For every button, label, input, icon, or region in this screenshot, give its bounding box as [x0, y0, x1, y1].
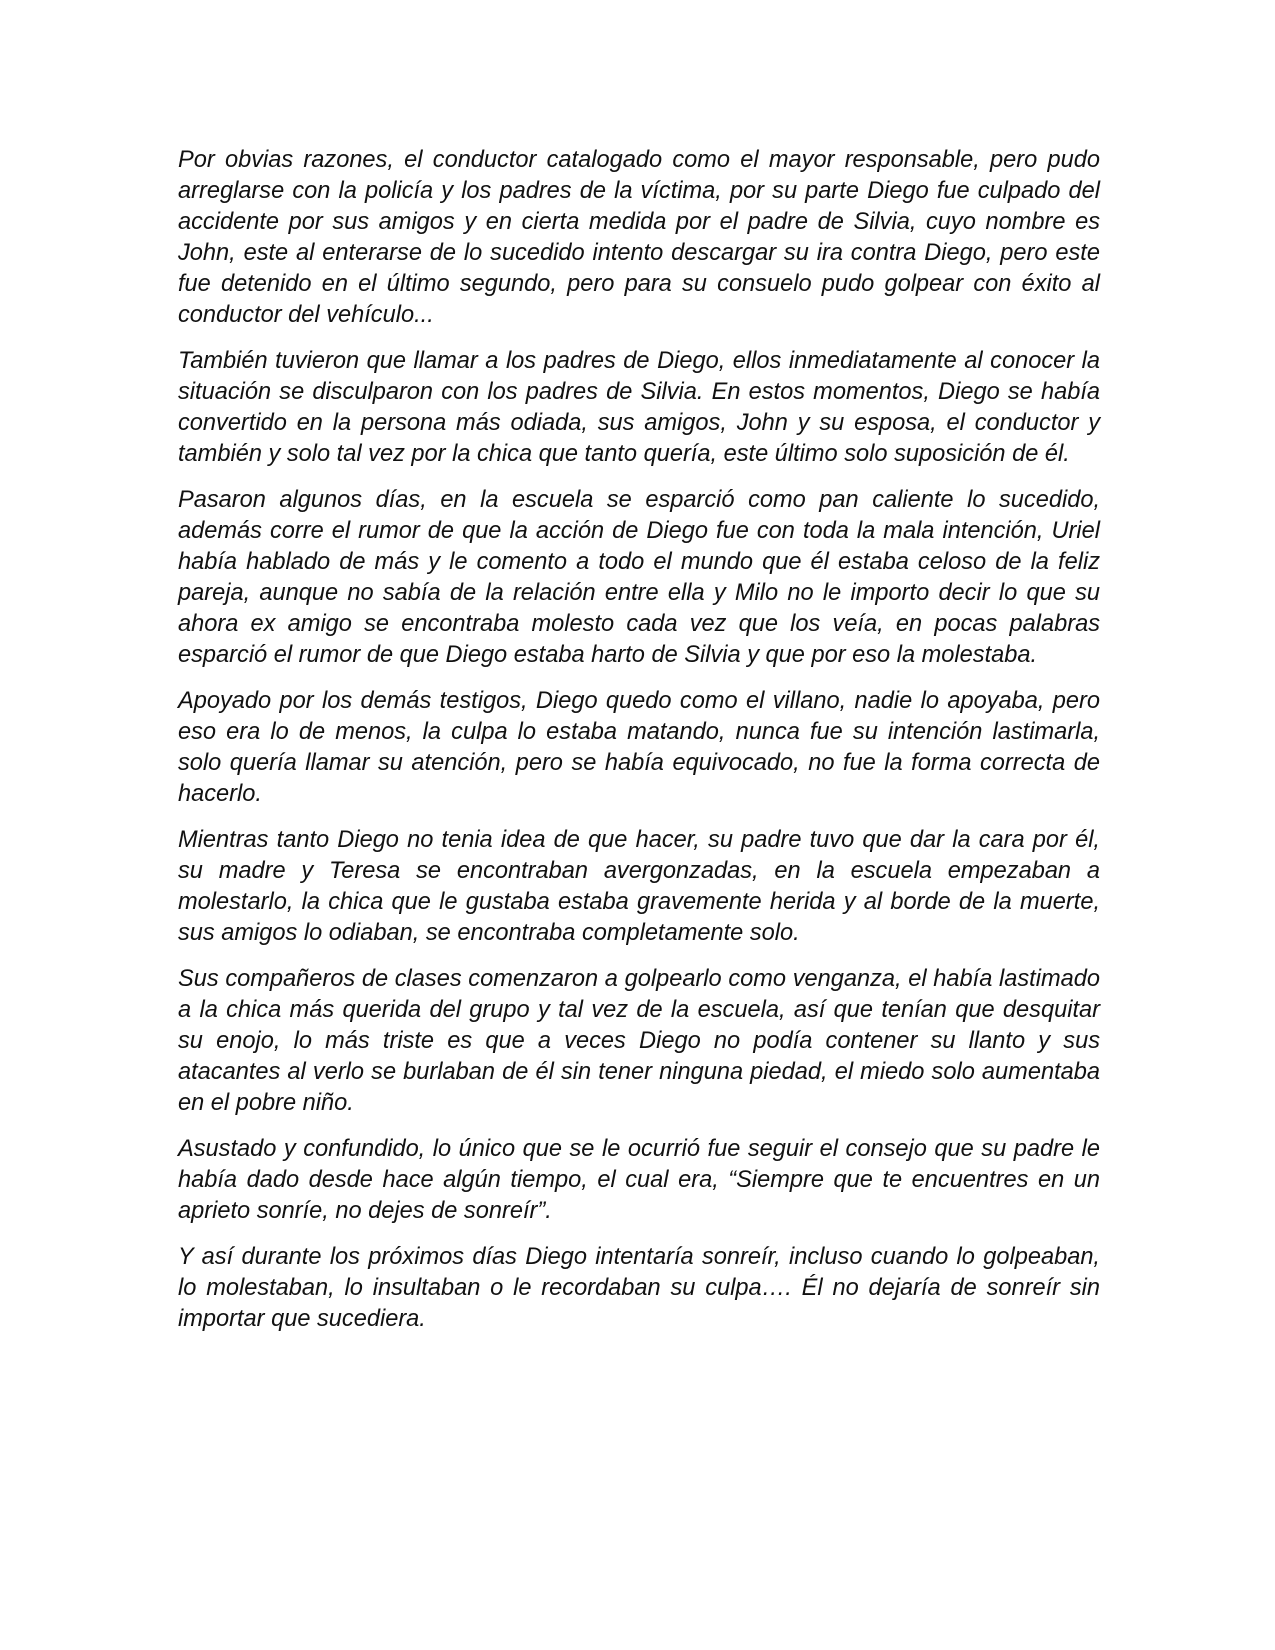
- paragraph-2: También tuvieron que llamar a los padres de Diego, ellos inmediatamente al conocer la situación se disculparon con los padres de Silvia. En estos momentos, Diego se había convertido en la persona más odiada, sus amigos, John y su esposa, el conductor y también y solo tal vez por la chica que tanto quería, este último solo suposición de él.: [178, 348, 1100, 467]
- paragraph-4: Apoyado por los demás testigos, Diego quedo como el villano, nadie lo apoyaba, pero eso era lo de menos, la culpa lo estaba matando, nunca fue su intención lastimarla, solo quería llamar su atención, pero se había equivocado, no fue la forma correcta de hacerlo.: [178, 688, 1100, 807]
- paragraph-8: Y así durante los próximos días Diego intentaría sonreír, incluso cuando lo golpeaban, lo molestaban, lo insultaban o le recordaban su culpa…. Él no dejaría de sonreír sin importar que sucediera.: [178, 1244, 1100, 1332]
- paragraph-1: Por obvias razones, el conductor catalogado como el mayor responsable, pero pudo arreglarse con la policía y los padres de la víctima, por su parte Diego fue culpado del accidente por sus amigos y en cierta medida por el padre de Silvia, cuyo nombre es John, este al enterarse de lo sucedido intento descargar su ira contra Diego, pero este fue detenido en el último segundo, pero para su consuelo pudo golpear con éxito al conductor del vehículo...: [178, 147, 1100, 328]
- paragraph-6: Sus compañeros de clases comenzaron a golpearlo como venganza, el había lastimado a la chica más querida del grupo y tal vez de la escuela, así que tenían que desquitar su enojo, lo más triste es que a veces Diego no podía contener su llanto y sus atacantes al verlo se burlaban de él sin tener ninguna piedad, el miedo solo aumentaba en el pobre niño.: [178, 966, 1100, 1116]
- paragraph-3: Pasaron algunos días, en la escuela se esparció como pan caliente lo sucedido, además corre el rumor de que la acción de Diego fue con toda la mala intención, Uriel había hablado de más y le comento a todo el mundo que él estaba celoso de la feliz pareja, aunque no sabía de la relación entre ella y Milo no le importo decir lo que su ahora ex amigo se encontraba molesto cada vez que los veía, en pocas palabras esparció el rumor de que Diego estaba harto de Silvia y que por eso la molestaba.: [178, 487, 1100, 668]
- paragraph-7: Asustado y confundido, lo único que se le ocurrió fue seguir el consejo que su padre le había dado desde hace algún tiempo, el cual era, “Siempre que te encuentres en un aprieto sonríe, no dejes de sonreír”.: [178, 1136, 1100, 1224]
- paragraph-5: Mientras tanto Diego no tenia idea de que hacer, su padre tuvo que dar la cara por él, su madre y Teresa se encontraban avergonzadas, en la escuela empezaban a molestarlo, la chica que le gustaba estaba gravemente herida y al borde de la muerte, sus amigos lo odiaban, se encontraba completamente solo.: [178, 827, 1100, 946]
- document-body: [178, 145, 1100, 1350]
